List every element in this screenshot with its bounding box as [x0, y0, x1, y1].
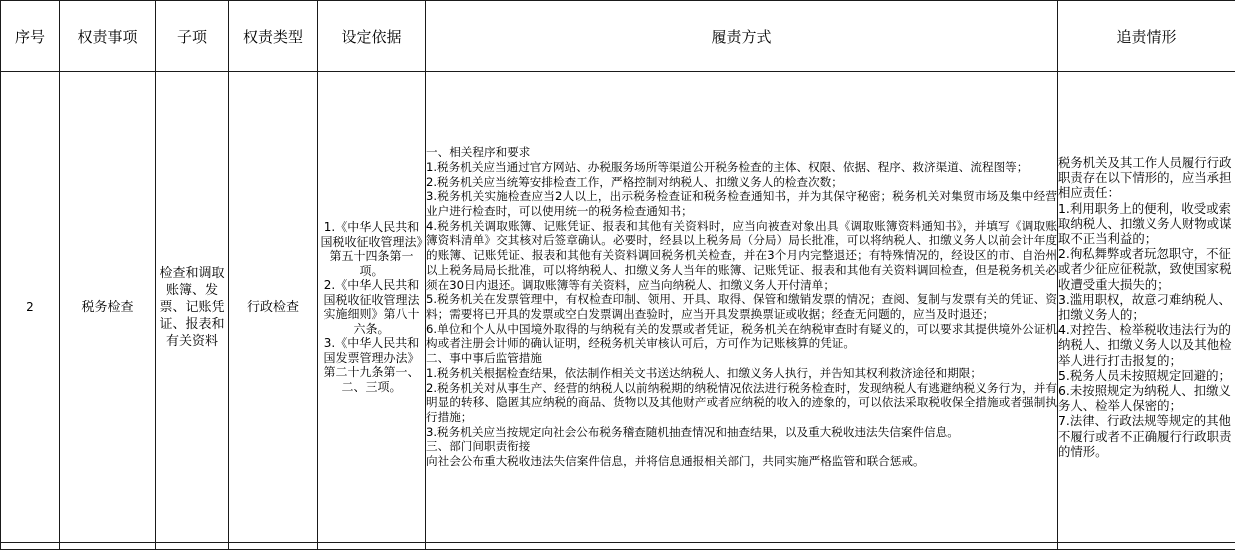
cell-matter: 税务检查: [60, 72, 156, 543]
cell-method: [426, 72, 1058, 543]
header-liability: 追责情形: [1058, 1, 1235, 72]
table-row: [1, 72, 1235, 543]
header-basis: 设定依据: [318, 1, 426, 72]
liability-item: 1.利用职务上的便利，收受或索取纳税人、扣缴义务人财物或谋取不正当利益的；: [1058, 200, 1232, 246]
method-heading: 三、部门间职责衔接: [426, 439, 531, 454]
method-item: 2.税务机关应当统筹安排检查工作，严格控制对纳税人、扣缴义务人的检查次数；: [426, 174, 843, 189]
liability-item: 2.徇私舞弊或者玩忽职守，不征或者少征应征税款，致使国家税收遭受重大损失的；: [1058, 246, 1232, 292]
header-method: 履责方式: [426, 1, 1058, 72]
liability-item: 4.对控告、检举税收违法行为的纳税人、扣缴义务人以及其他检举人进行打击报复的；: [1058, 322, 1232, 368]
cell-liability: [1058, 72, 1235, 543]
method-heading: 一、相关程序和要求: [426, 145, 531, 160]
header-type: 权责类型: [229, 1, 318, 72]
basis-item: 3.《中华人民共和国发票管理办法》第二十九条第一、二、三项。: [323, 336, 420, 394]
method-item: 2.税务机关对从事生产、经营的纳税人以前纳税期的纳税情况依法进行税务检查时，发现纳税人有逃避纳税义务行为，并有明显的转移、隐匿其应纳税的商品、货物以及其他财产或者应纳税的收入的迹象的，可以依法采取税收保全措施或者强制执行措施；: [426, 380, 1057, 424]
liability-intro: 税务机关及其工作人员履行行政职责存在以下情形的，应当承担相应责任：: [1058, 154, 1232, 201]
liability-item: 6.未按照规定为纳税人、扣缴义务人、检举人保密的；: [1058, 383, 1231, 414]
cell-type: 行政检查: [229, 72, 318, 543]
cell-seq: 2: [1, 72, 60, 543]
method-item: 1.税务机关应当通过官方网站、办税服务场所等渠道公开税务检查的主体、权限、依据、程序、救济渠道、流程图等；: [426, 159, 1029, 174]
liability-item: 7.法律、行政法规等规定的其他不履行或者不正确履行行政职责的情形。: [1058, 413, 1232, 459]
liability-item: 5.税务人员未按照规定回避的；: [1058, 367, 1231, 383]
method-item: 4.税务机关调取账簿、记账凭证、报表和其他有关资料时，应当向被查对象出具《调取账簿资料通知书》，并填写《调取账簿资料清单》交其核对后签章确认。必要时，经县以上税务局（分局）局长批准，可以将纳税人、扣缴义务人以前会计年度的账簿、记账凭证、报表和其他有关资料调回税务机关检查，并在3个月内完整退还；有特殊情况的，经设区的市、自治州以上税务局局长批准，可以将纳税人、扣缴义务人当年的账簿、记账凭证、报表和其他有关资料调回检查，但是税务机关必须在30日内退还。调取账簿等有关资料，应当向纳税人、扣缴义务人开付清单；: [426, 218, 1057, 292]
liability-item: 3.滥用职权，故意刁难纳税人、扣缴义务人的；: [1058, 291, 1231, 322]
header-row: [1, 1, 1235, 72]
method-item: 3.税务机关实施检查应当2人以上，出示税务检查证和税务检查通知书，并为其保守秘密；税务机关对集贸市场及集中经营业户进行检查时，可以使用统一的税务检查通知书；: [426, 189, 1057, 219]
cell-subitem: 检查和调取账簿、发票、记账凭证、报表和有关资料: [156, 72, 229, 543]
method-heading: 二、事中事后监管措施: [426, 351, 542, 366]
method-item: 5.税务机关在发票管理中，有权检查印制、领用、开具、取得、保管和缴销发票的情况；查阅、复制与发票有关的凭证、资料；需要将已开具的发票或空白发票调出查验时，应当开具发票换票证或收据；经查无问题的，应当及时退还；: [426, 292, 1057, 321]
cell-basis: [318, 72, 426, 543]
method-item: 1.税务机关根据检查结果，依法制作相关文书送达纳税人、扣缴义务人执行，并告知其权利救济途径和期限；: [426, 365, 982, 380]
header-matter: 权责事项: [60, 1, 156, 72]
header-seq: 序号: [1, 1, 60, 72]
method-item: 6.单位和个人从中国境外取得的与纳税有关的发票或者凭证，税务机关在纳税审查时有疑义的，可以要求其提供境外公证机构或者注册会计师的确认证明，经税务机关审核认可后，方可作为记账核算的凭证。: [426, 321, 1057, 351]
basis-item: 2.《中华人民共和国税收征收管理法实施细则》第八十六条。: [323, 278, 420, 336]
basis-item: 1.《中华人民共和国税收征收管理法》第五十四条第一项。: [320, 220, 423, 278]
method-item: 向社会公布重大税收违法失信案件信息，并将信息通报相关部门，共同实施严格监管和联合惩戒。: [426, 454, 925, 469]
table-row-partial: [1, 543, 1235, 550]
method-item: 3.税务机关应当按规定向社会公布税务稽查随机抽查情况和抽查结果，以及重大税收违法失信案件信息。: [426, 424, 959, 439]
header-subitem: 子项: [156, 1, 229, 72]
